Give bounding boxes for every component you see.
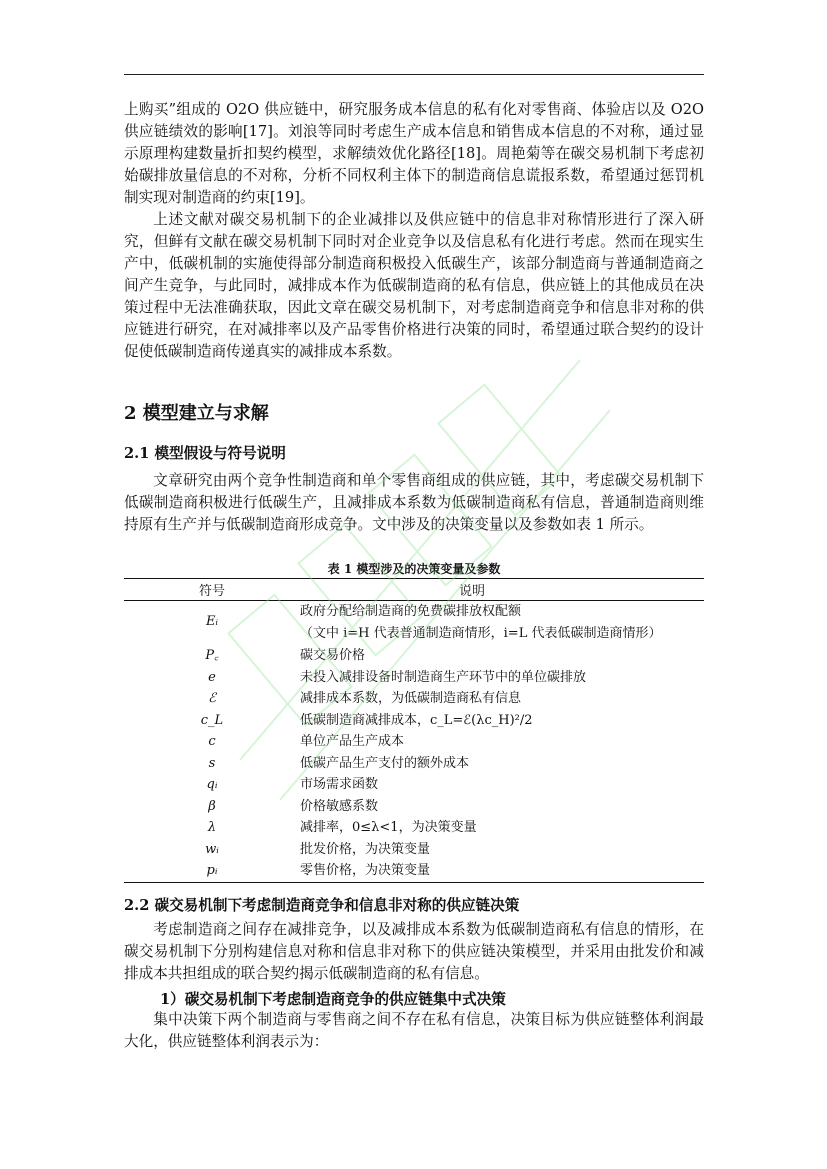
table-cell-description: 碳交易价格 <box>300 648 366 663</box>
table-cell-symbol: c <box>208 734 216 749</box>
table-cell-symbol: c_L <box>200 712 224 728</box>
table-row <box>124 601 704 645</box>
table-cell-symbol: qᵢ <box>206 777 218 792</box>
section-heading-2: 2 模型建立与求解 <box>124 403 269 424</box>
table-cell-description: 低碳产品生产支付的额外成本 <box>300 755 470 771</box>
paragraph-4: 考虑制造商之间存在减排竞争，以及减排成本系数为低碳制造商私有信息的情形，在碳交易机制下分别构建信息对称和信息非对称下的供应链决策模型，并采用由批发价和减排成本共担组成的联合契约揭示低碳制造商的私有信息。 <box>124 921 704 982</box>
table-row <box>124 774 704 796</box>
symbol-table <box>124 578 704 883</box>
table-row <box>124 731 704 753</box>
table-cell-description: 减排成本系数，为低碳制造商私有信息 <box>300 691 522 706</box>
table-cell-description: 单位产品生产成本 <box>300 734 405 749</box>
paragraph-2: 上述文献对碳交易机制下的企业减排以及供应链中的信息非对称情形进行了深入研究，但鲜有文献在碳交易机制下同时对企业竞争以及信息私有化进行考虑。然而在现实生产中，低碳机制的实施使得部分制造商积极投入低碳生产，该部分制造商与普通制造商之间产生竞争，与此同时，减排成本作为低碳制造商的私有信息，供应链上的其他成员在决策过程中无法准确获取，因此文章在碳交易机制下，对考虑制造商竞争和信息非对称的供应链进行研究，在对减排率以及产品零售价格进行决策的同时，希望通过联合契约的设计促使低碳制造商传递真实的减排成本系数。 <box>124 211 704 360</box>
table-row <box>124 710 704 732</box>
table-cell-symbol: β <box>208 798 216 814</box>
table-header-description: 说明 <box>458 584 485 599</box>
table-header-symbol: 符号 <box>198 584 225 599</box>
table-cell-description: 低碳制造商减排成本，c_L=ℰ(λc_H)²/2 <box>300 712 533 728</box>
table-cell-symbol: λ <box>207 820 217 835</box>
table-row <box>124 753 704 775</box>
table-cell-line: （文中 i=H 代表普通制造商情形，i=L 代表低碳制造商情形） <box>300 625 662 641</box>
table-cell-symbol: s <box>208 755 216 771</box>
table-cell-symbol: wᵢ <box>205 841 219 857</box>
paragraph-3: 文章研究由两个竞争性制造商和单个零售商组成的供应链，其中，考虑碳交易机制下低碳制造商积极进行低碳生产，且减排成本系数为低碳制造商私有信息，普通制造商则维持原有生产并与低碳制造商形成竞争。文中涉及的决策变量以及参数如表 1 所示。 <box>124 472 704 533</box>
table-header-row <box>124 579 704 601</box>
table-row <box>124 796 704 818</box>
table-cell-description: 市场需求函数 <box>300 777 379 792</box>
table-cell-description: 零售价格，为决策变量 <box>300 863 431 878</box>
table-cell-symbol: Eᵢ <box>205 614 219 629</box>
table-cell-description: 未投入减排设备时制造商生产环节中的单位碳排放 <box>300 669 587 685</box>
table-cell-description: 减排率，0≤λ<1，为决策变量 <box>300 820 477 835</box>
table-cell-description: 价格敏感系数 <box>300 798 379 814</box>
table-caption: 表 1 模型涉及的决策变量及参数 <box>327 562 501 576</box>
table-cell-line: 政府分配给制造商的免费碳排放权配额 <box>300 604 522 619</box>
paragraph-1: 上购买”组成的 O2O 供应链中，研究服务成本信息的私有化对零售商、体验店以及 O2O 供应链绩效的影响[17]。刘浪等同时考虑生产成本信息和销售成本信息的不对称，通过显示原理构建数量折扣契约模型，求解绩效优化路径[18]。周艳菊等在碳交易机制下考虑初始碳排放量信息的不对称，分析不同权利主体下的制造商信息谎报系数，希望通过惩罚机制实现对制造商的约束[19]。 <box>124 101 704 206</box>
table-row <box>124 688 704 710</box>
table-row <box>124 860 704 882</box>
table-cell-description <box>300 601 704 644</box>
table-row <box>124 839 704 861</box>
table-row <box>124 817 704 839</box>
item-heading-1: 1）碳交易机制下考虑制造商竞争的供应链集中式决策 <box>160 991 506 1008</box>
subsection-heading-2-2: 2.2 碳交易机制下考虑制造商竞争和信息非对称的供应链决策 <box>124 897 520 914</box>
paragraph-5: 集中决策下两个制造商与零售商之间不存在私有信息，决策目标为供应链整体利润最大化，供应链整体利润表示为： <box>124 1011 704 1050</box>
table-cell-symbol: e <box>208 669 216 685</box>
table-row <box>124 667 704 689</box>
table-cell-description: 批发价格，为决策变量 <box>300 841 431 857</box>
table-row <box>124 645 704 667</box>
subsection-heading-2-1: 2.1 模型假设与符号说明 <box>124 445 286 462</box>
table-cell-symbol: pᵢ <box>206 863 218 878</box>
table-cell-symbol: ℰ <box>208 691 216 706</box>
header-rule <box>124 74 704 75</box>
table-cell-symbol: P꜀ <box>205 648 219 663</box>
